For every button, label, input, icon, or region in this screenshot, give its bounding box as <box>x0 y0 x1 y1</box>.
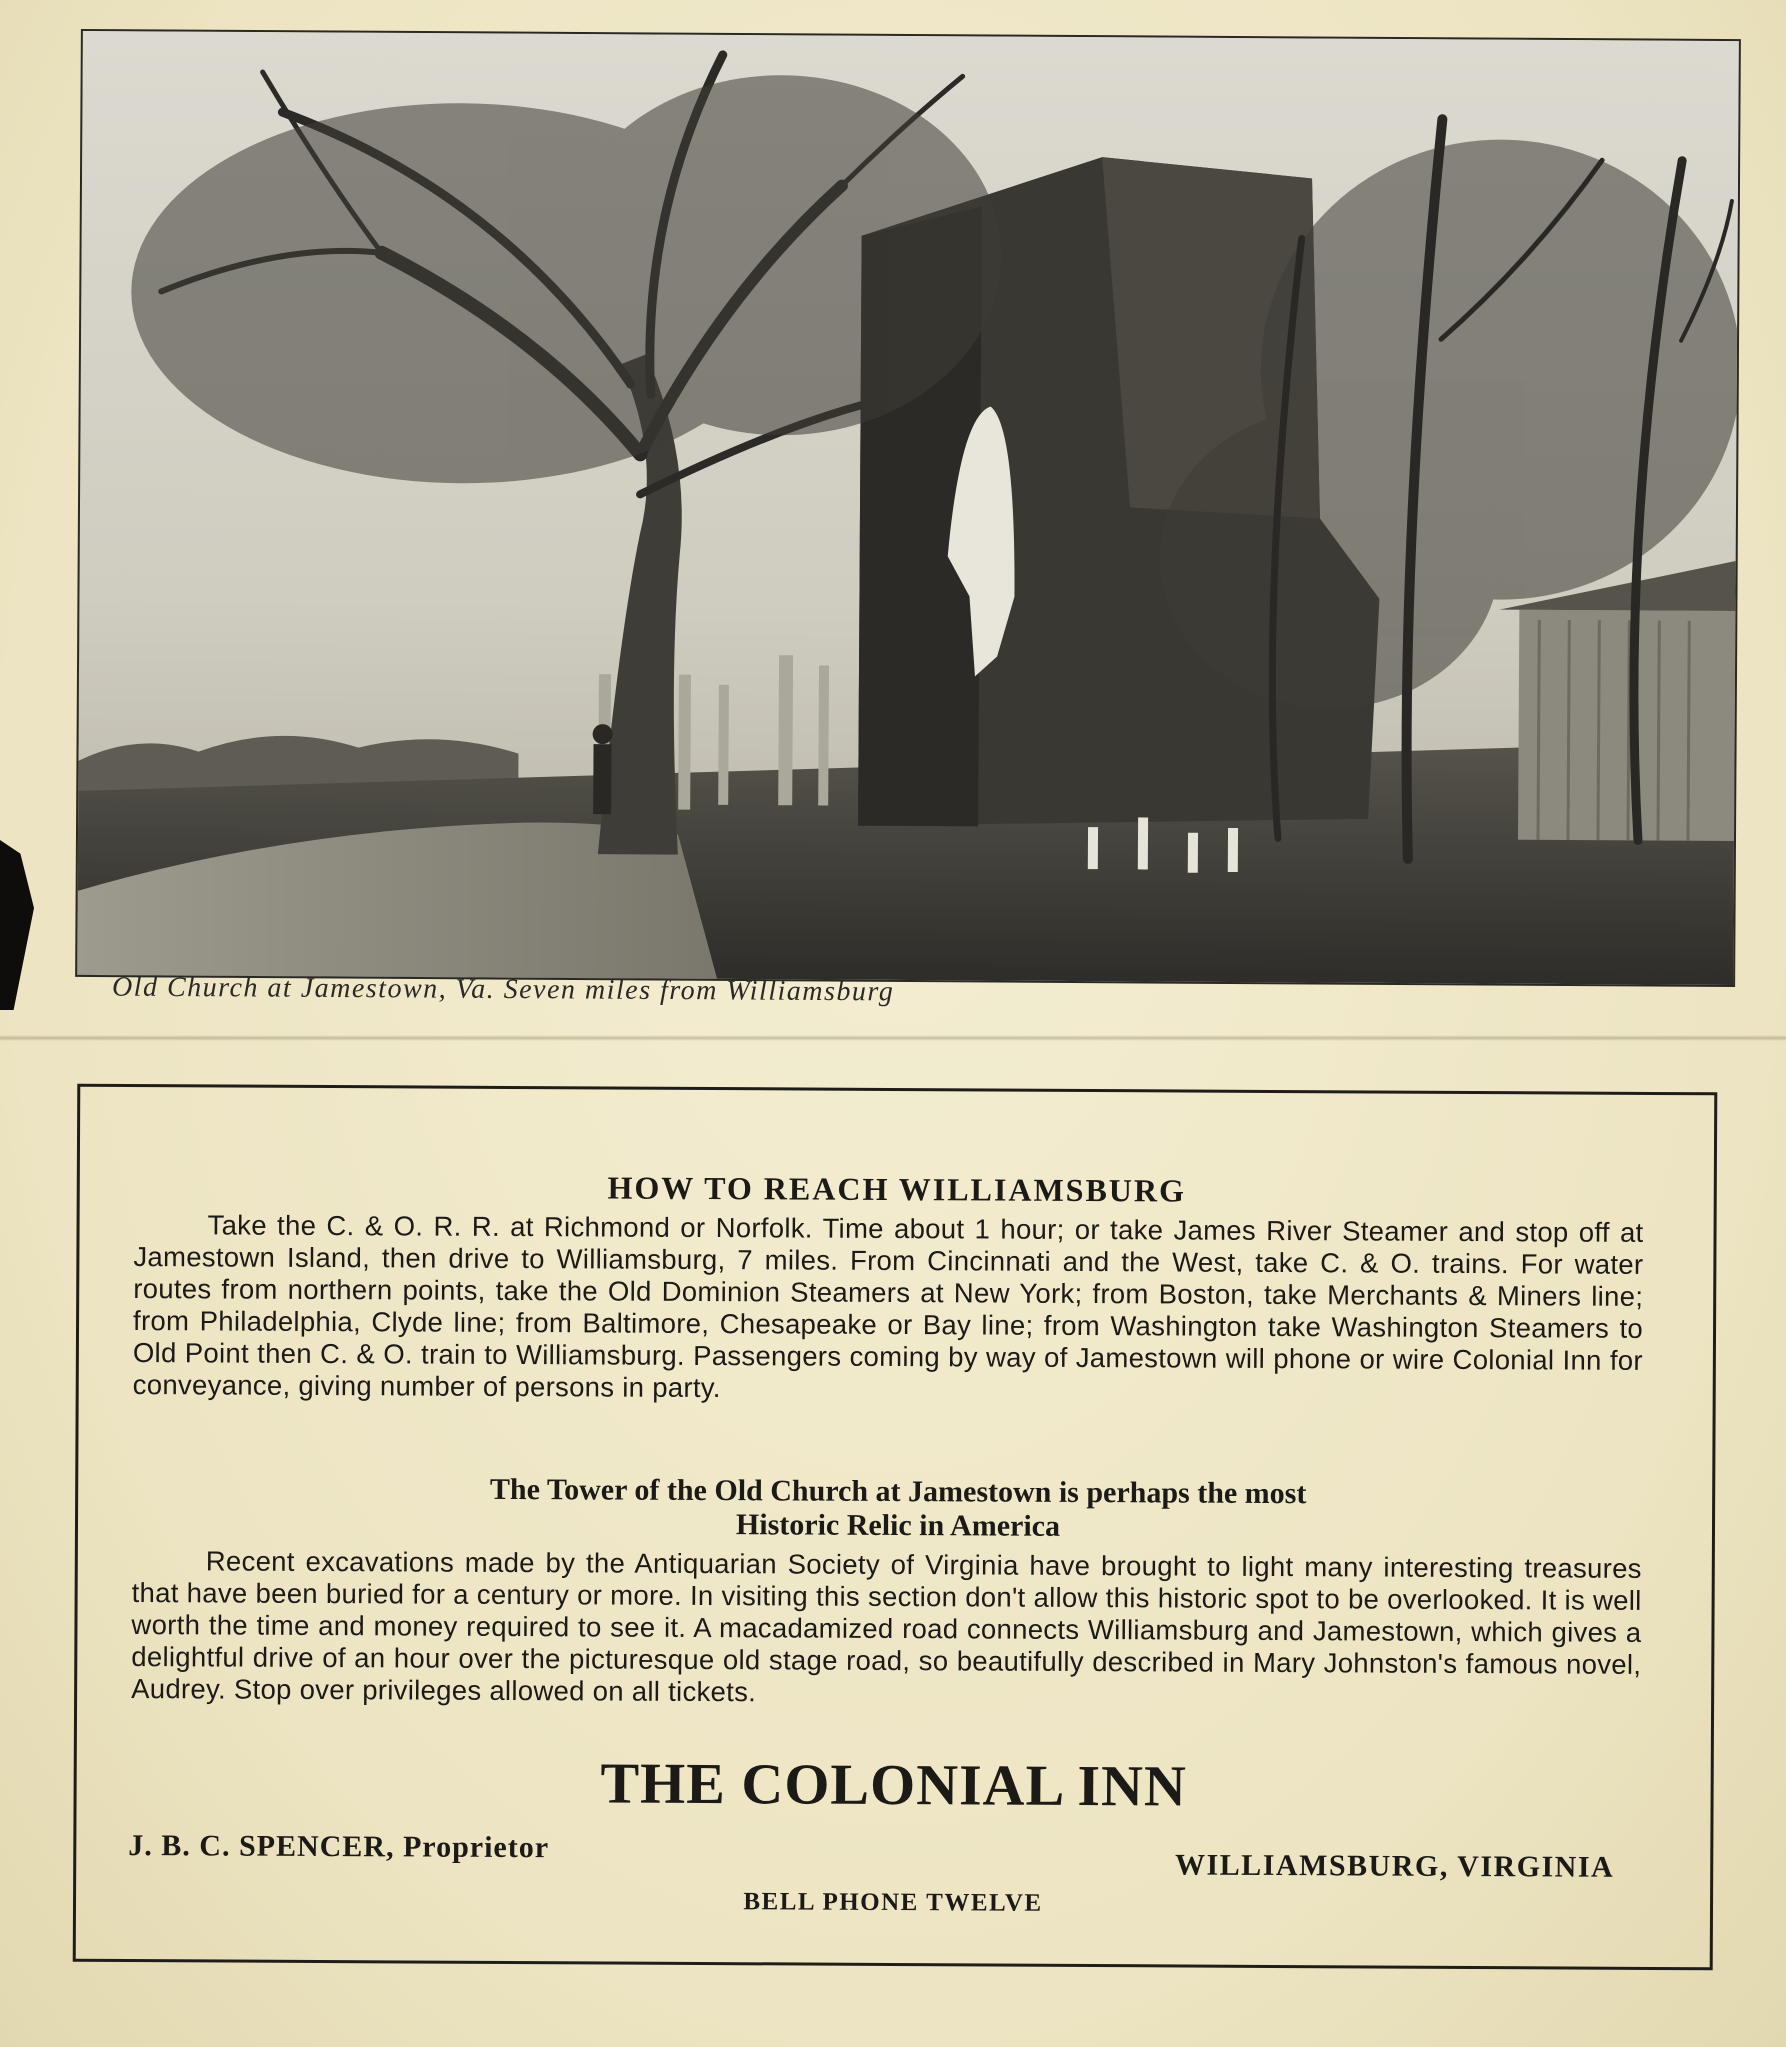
old-church-photo <box>75 29 1741 987</box>
relic-text: Recent excavations made by the Antiquarian Society of Virginia have brought to light many interesting treasures that have been buried for a century or more. In visiting this section don't allow this historic spot to be overlooked. It is well worth the time and money required to see it. A macadamized road connects Williamsburg and Jamestown, which gives a delightful drive of an hour over the picturesque old stage road, so beautifully described in Mary Johnston's famous novel, Audrey. Stop over privileges allowed on all tickets. <box>131 1545 1642 1708</box>
phone-number: BELL PHONE TWELVE <box>743 1888 1043 1917</box>
church-ruin-illustration <box>77 31 1739 985</box>
fold-crease <box>0 1035 1786 1041</box>
inn-location: WILLIAMSBURG, VIRGINIA <box>1174 1848 1615 1884</box>
inn-name: THE COLONIAL INN <box>600 1750 1188 1819</box>
information-panel <box>73 1084 1718 1971</box>
relic-heading-line1: The Tower of the Old Church at Jamestown is perhaps the most <box>489 1472 1307 1511</box>
photo-caption: Old Church at Jamestown, Va. Seven miles from Williamsburg <box>111 971 895 1008</box>
directions-heading: HOW TO REACH WILLIAMSBURG <box>607 1169 1187 1209</box>
proprietor-name: J. B. C. SPENCER, Proprietor <box>128 1828 550 1865</box>
relic-heading-line2: Historic Relic in America <box>735 1508 1061 1543</box>
directions-text: Take the C. & O. R. R. at Richmond or Norfolk. Time about 1 hour; or take James River Steamer and stop off at Jamestown Island, then drive to Williamsburg, 7 miles. From Cincinnati and the West, take C. & O. trains. For water routes from northern points, take the Old Dominion Steamers at New York; from Boston, take Merchants & Miners line; from Philadelphia, Clyde line; from Baltimore, Chesapeake or Bay line; from Washington take Washington Steamers to Old Point then C. & O. train to Williamsburg. Passengers coming by way of Jamestown will phone or wire Colonial Inn for conveyance, giving number of persons in party. <box>132 1209 1644 1404</box>
relic-heading <box>198 1471 1598 1546</box>
